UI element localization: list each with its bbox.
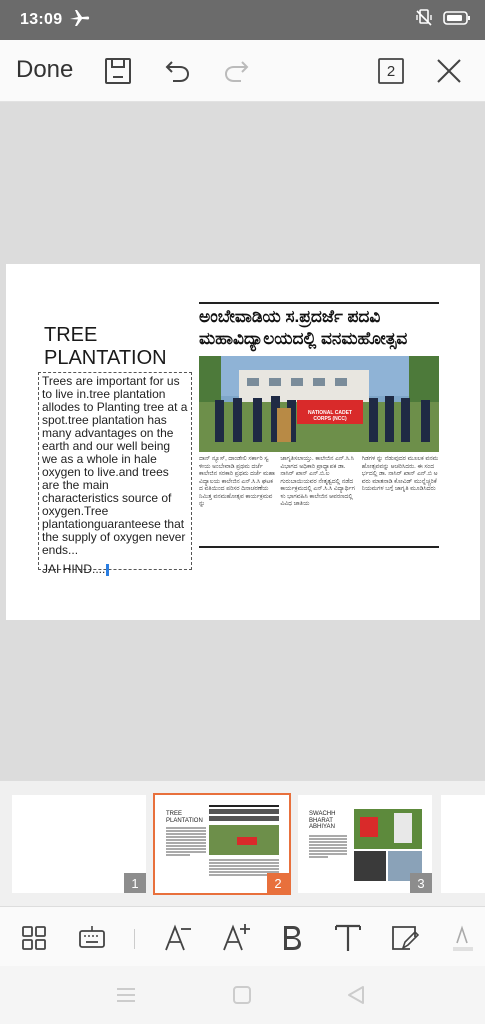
battery-icon xyxy=(443,10,471,31)
thumbnail-news-photo xyxy=(209,825,279,855)
bold-icon[interactable] xyxy=(276,922,308,954)
done-button[interactable]: Done xyxy=(16,56,74,83)
text-icon[interactable] xyxy=(332,922,364,954)
status-bar xyxy=(0,0,485,40)
highlight-color-icon[interactable] xyxy=(446,922,478,954)
toolbar-divider xyxy=(134,929,135,949)
increase-font-icon[interactable] xyxy=(220,922,252,954)
slide-thumbnail-strip[interactable] xyxy=(0,780,485,906)
thumbnail-text-lines xyxy=(166,827,206,857)
news-headline-1: ಅಂಬೇವಾಡಿಯ ಸ.ಪ್ರದರ್ಜೆ ಪದವಿ xyxy=(199,307,381,326)
mute-icon xyxy=(415,9,433,32)
thumbnail-news-headline xyxy=(209,816,279,821)
news-rule xyxy=(199,302,439,304)
news-headline-2: ಮಹಾವಿದ್ಯಾಲಯದಲ್ಲಿ ವನಮಹೋತ್ಸವ xyxy=(199,329,408,348)
news-rule xyxy=(199,546,439,548)
status-time: 13:09 xyxy=(20,11,63,28)
back-icon[interactable] xyxy=(344,984,368,1006)
system-navigation-bar xyxy=(0,966,485,1024)
thumbnail-photo xyxy=(354,809,422,849)
news-column: ಜಾಗೃತಿಸಲಾಯ್ತು. ಕಾಲೇಜಿನ ಎನ್.ಸಿ.ಸಿ ವಿಭಾಗದ ಅಧಿಕಾರಿ ಪ್ರಾಧ್ಯಾಪಕ ಡಾ. ನಾಸಿರ್ ಖಾನ್ ಎನ್.ಬಿ.ಲಗುರುಬಾಯಿಯವರ ನೇತೃತ್ವದಲ್ಲಿ ನಡೆದ ಕಾರ್ಯಕ್ರಮದಲ್ಲಿ ಎನ್.ಸಿ.ಸಿ ವಿದ್ಯಾರ್ಥಿಗಳು ಭಾಗವಹಿಸಿ ಕಾಲೇಜಿನ ಆವರಣದಲ್ಲಿ ವಿವಿಧ ಜಾತಿಯ xyxy=(280,456,355,507)
slide-thumbnail-2[interactable] xyxy=(155,795,289,893)
slide-canvas xyxy=(0,102,485,780)
thumbnail-photo xyxy=(354,851,386,881)
airplane-icon xyxy=(70,10,90,31)
slide-body-text: Trees are important for us to live in.tree plantation allodes to Planting tree at a spot.tree plantation has many advantages on the earth and our well being we as a whole in hale oxygen to live.and trees are the main characteristics source of oxygen.Tree plantationguaranteese that the supply of oxygen never ends... xyxy=(42,374,188,557)
undo-icon[interactable] xyxy=(162,56,192,86)
thumbnail-title: SWACHH BHARAT ABHIYAN xyxy=(309,811,336,830)
slide-title[interactable]: TREE PLANTATION xyxy=(44,324,167,369)
slide-thumbnail-number: 1 xyxy=(124,873,146,893)
save-icon[interactable] xyxy=(103,56,133,86)
slide-count-button[interactable] xyxy=(376,56,406,86)
slide-body-textbox[interactable] xyxy=(38,372,192,576)
news-column: ದಾನ್ ನ್ಯೂಸ್, ದಾಂಡೇಲಿ ಸರ್ಕಾರಿ ಸ್ವಳೀಯ ಅಂಬೇವಾಡಿ ಪ್ರಥಮ ದರ್ಜೆ ಕಾಲೇಜಿನ ಸರಕಾರಿ ಪ್ರಥಮ ದರ್ಜೆ ಮಹಾ ವಿದ್ಯಾಲಯ ಕಾಲೇಜಿನ ಎನ್.ಸಿ.ಸಿ ಘಟಕದ ವತಿಯಿಂದ ಪರಿಸರ ದಿನಾಚರಣೆಯ ನಿಮಿತ್ತ ವನಮಹೋತ್ಸವ ಕಾರ್ಯಕ್ರಮವನ್ನು xyxy=(199,456,275,507)
news-banner-text: NATIONAL CADET CORPS (NCC) xyxy=(308,410,352,422)
text-cursor xyxy=(106,564,109,576)
news-photo xyxy=(199,356,439,452)
slide-thumbnail-number: 2 xyxy=(267,873,289,893)
text-box-edit-icon[interactable] xyxy=(388,922,420,954)
slide-signoff: JAI HIND.... xyxy=(42,562,106,576)
home-icon[interactable] xyxy=(230,984,254,1006)
editor-top-bar xyxy=(0,40,485,102)
thumbnail-title: TREE PLANTATION xyxy=(166,811,203,824)
decrease-font-icon[interactable] xyxy=(162,922,194,954)
newspaper-clipping-image[interactable] xyxy=(199,302,439,556)
current-slide[interactable] xyxy=(6,264,480,620)
slide-thumbnail-3[interactable] xyxy=(298,795,432,893)
thumbnail-news-headline xyxy=(209,809,279,814)
redo-icon[interactable] xyxy=(222,56,252,86)
slide-count-label: 2 xyxy=(386,62,396,80)
format-toolbar xyxy=(0,906,485,966)
news-column: ಗಿಡಗಳ ನ್ನು ನೆಡುವುದರ ಮೂಲಕ ವನಮಹೋತ್ಸವವನ್ನು ಆಚರಿಸಿದರು. ಈ ಸಂದರ್ಭದಲ್ಲಿ ಡಾ. ನಾಸಿರ್ ಖಾನ್ ಎನ್.ಬಿ ಅವರು ಮಾತನಾಡಿ ಕೋವಿಡ್ ಮುನ್ನೆಚ್ಚರಿಕೆ ನಿಯಮಗಳ ಬಗ್ಗೆ ಜಾಗೃತಿ ಮೂಡಿಸಿದರು xyxy=(361,456,439,492)
grid-view-icon[interactable] xyxy=(18,922,50,954)
news-columns xyxy=(199,456,439,542)
close-icon[interactable] xyxy=(434,56,464,86)
recent-apps-icon[interactable] xyxy=(114,984,138,1006)
thumbnail-text-lines xyxy=(309,835,347,859)
slide-thumbnail-4-partial[interactable] xyxy=(441,795,485,893)
keyboard-icon[interactable] xyxy=(76,922,108,954)
slide-thumbnail-number: 3 xyxy=(410,873,432,893)
slide-thumbnail-1[interactable] xyxy=(12,795,146,893)
thumbnail-news-rule xyxy=(209,805,279,807)
